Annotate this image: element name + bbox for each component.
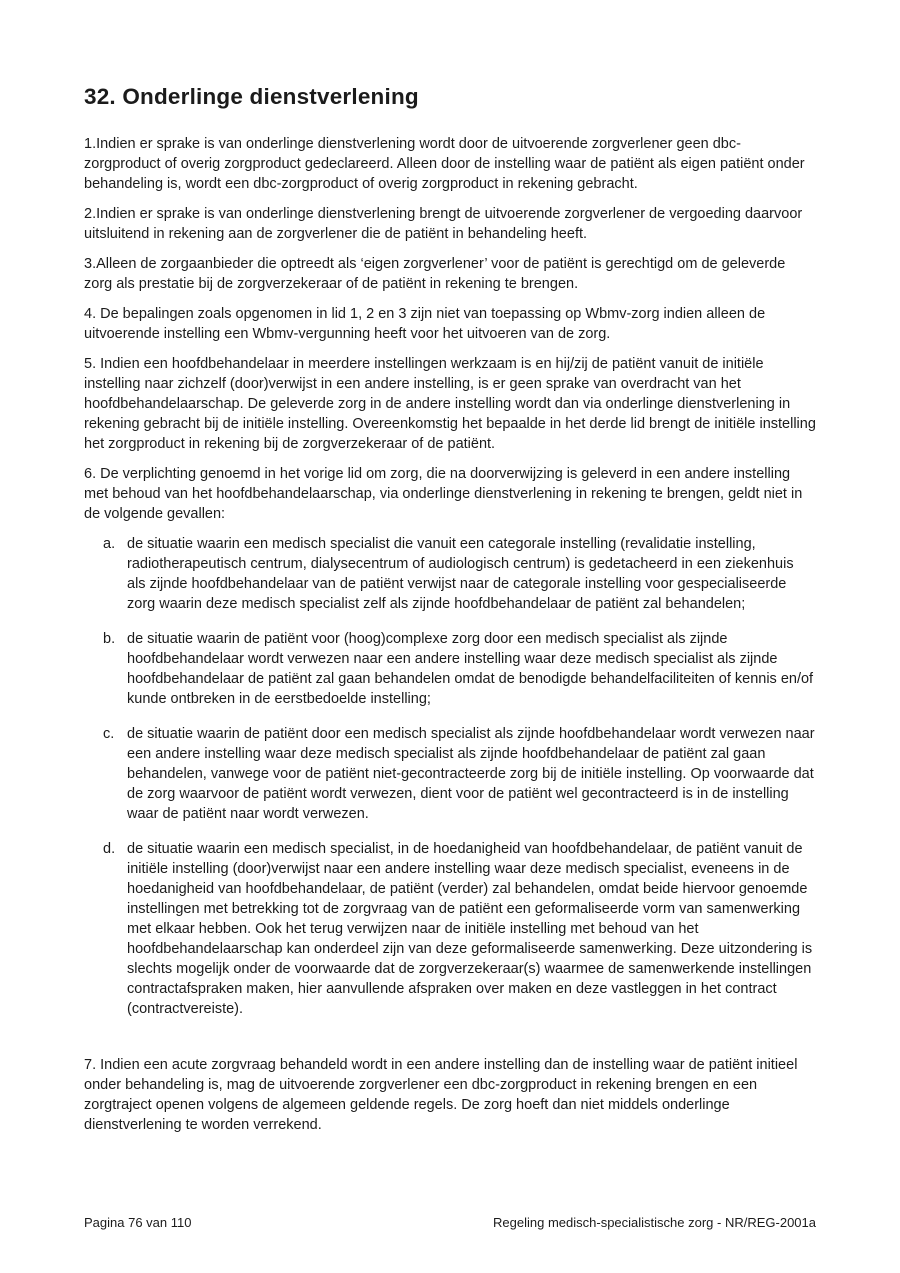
paragraph-4: 4. De bepalingen zoals opgenomen in lid 1, 2 en 3 zijn niet van toepassing op Wbmv-zorg indien alleen de uitvoerende instelling een Wbmv-vergunning heeft voor het uitvoeren van de zorg.: [84, 306, 766, 342]
list-marker-d: d.: [103, 841, 116, 857]
list-item-text-c: de situatie waarin de patiënt door een medisch specialist als zijnde hoofdbehandelaar wordt verwezen naar een andere instelling waar deze medisch specialist als zijnde hoofdbehandelaar de patiënt zal gaan behandelen, vanwege voor de patiënt niet-gecontracteerde zorg bij de initiële instelling. Op voorwaarde dat de zorg waarvoor de patiënt wordt verwezen, dient voor de patiënt wel gecontracteerd is in de instelling waar de patiënt naar wordt verwezen.: [127, 726, 815, 822]
list-item-text-d: de situatie waarin een medisch specialist, in de hoedanigheid van hoofdbehandelaar, de patiënt vanuit de initiële instelling (door)verwijst naar een andere instelling waar deze medisch specialist, eveneens in de hoedanigheid van hoofdbehandelaar, de patiënt (verder) zal behandelen, omdat beide hiervoor genoemde instellingen met betrekking tot de zorgvraag van de patiënt een geformaliseerde vorm van samenwerking met elkaar hebben. Ook het terug verwijzen naar de initiële instelling met behoud van het hoofdbehandelaarschap kan onderdeel zijn van deze geformaliseerde samenwerking. Deze uitzondering is slechts mogelijk onder de voorwaarde dat de zorgverzekeraar(s) waarmee de samenwerkende instellingen contractafspraken maken, hier aanvullende afspraken over maken en deze vastleggen in het contract (contractvereiste).: [127, 841, 813, 1017]
list-item-text-b: de situatie waarin de patiënt voor (hoog)complexe zorg door een medisch specialist als zijnde hoofdbehandelaar wordt verwezen naar een andere instelling waar deze medisch specialist als zijnde hoofdbehandelaar de patiënt zal gaan behandelen omdat de benodigde behandelfaciliteiten of kennis en/of kunde ontbreken in de eerstbedoelde instelling;: [127, 631, 814, 707]
list-item-c: [84, 724, 816, 824]
footer-page-number: Pagina 76 van 110: [84, 1215, 192, 1230]
paragraph-6: 6. De verplichting genoemd in het vorige lid om zorg, die na doorverwijzing is geleverd in een andere instelling met behoud van het hoofdbehandelaarschap, via onderlinge dienstverlening in rekening te brengen, geldt niet in de volgende gevallen:: [84, 466, 803, 522]
list-item-d: [84, 839, 816, 1019]
paragraph-1: 1.Indien er sprake is van onderlinge dienstverlening wordt door de uitvoerende zorgverlener geen dbc-zorgproduct of overig zorgproduct gedeclareerd. Alleen door de instelling waar de patiënt als eigen patiënt onder behandeling is, wordt een dbc-zorgproduct of overig zorgproduct in rekening gebracht.: [84, 136, 805, 192]
list-marker-a: a.: [103, 536, 116, 552]
list-item-text-a: de situatie waarin een medisch specialist die vanuit een categorale instelling (revalidatie instelling, radiotherapeutisch centrum, dialysecentrum of audiologisch centrum) is gedetacheerd in een ziekenhuis als zijnde hoofdbehandelaar van de patiënt verwijst naar de categorale instelling voor gespecialiseerde zorg waarin deze medisch specialist zelf als zijnde hoofdbehandelaar de patiënt zal behandelen;: [127, 536, 794, 612]
footer-document-reference: Regeling medisch-specialistische zorg - NR/REG-2001a: [493, 1215, 816, 1230]
list-marker-b: b.: [103, 631, 116, 647]
exception-list: [84, 534, 816, 1019]
list-item-a: [84, 534, 816, 614]
paragraph-3: 3.Alleen de zorgaanbieder die optreedt als ‘eigen zorgverlener’ voor de patiënt is gerechtigd om de geleverde zorg als prestatie bij de zorgverzekeraar of de patiënt in rekening te brengen.: [84, 256, 786, 292]
paragraph-2: 2.Indien er sprake is van onderlinge dienstverlening brengt de uitvoerende zorgverlener de vergoeding daarvoor uitsluitend in rekening aan de zorgverlener die de patiënt in behandeling heeft.: [84, 206, 803, 242]
page-title: 32. Onderlinge dienstverlening: [84, 84, 419, 109]
page-footer: [84, 1215, 816, 1231]
paragraph-7: 7. Indien een acute zorgvraag behandeld wordt in een andere instelling dan de instelling waar de patiënt initieel onder behandeling is, mag de uitvoerende zorgverlener een dbc-zorgproduct in rekening brengen en een zorgtraject openen volgens de algemeen geldende regels. De zorg hoeft dan niet middels onderlinge dienstverlening te worden verrekend.: [84, 1057, 798, 1133]
list-item-b: [84, 629, 816, 709]
paragraph-5: 5. Indien een hoofdbehandelaar in meerdere instellingen werkzaam is en hij/zij de patiënt vanuit de initiële instelling naar zichzelf (door)verwijst in een andere instelling, is er geen sprake van overdracht van het hoofdbehandelaarschap. De geleverde zorg in de andere instelling wordt dan via onderlinge dienstverlening in rekening gebracht bij de initiële instelling. Overeenkomstig het bepaalde in het derde lid brengt de initiële instelling het zorgproduct in rekening bij de zorgverzekeraar of de patiënt.: [84, 356, 816, 452]
list-marker-c: c.: [103, 726, 115, 742]
